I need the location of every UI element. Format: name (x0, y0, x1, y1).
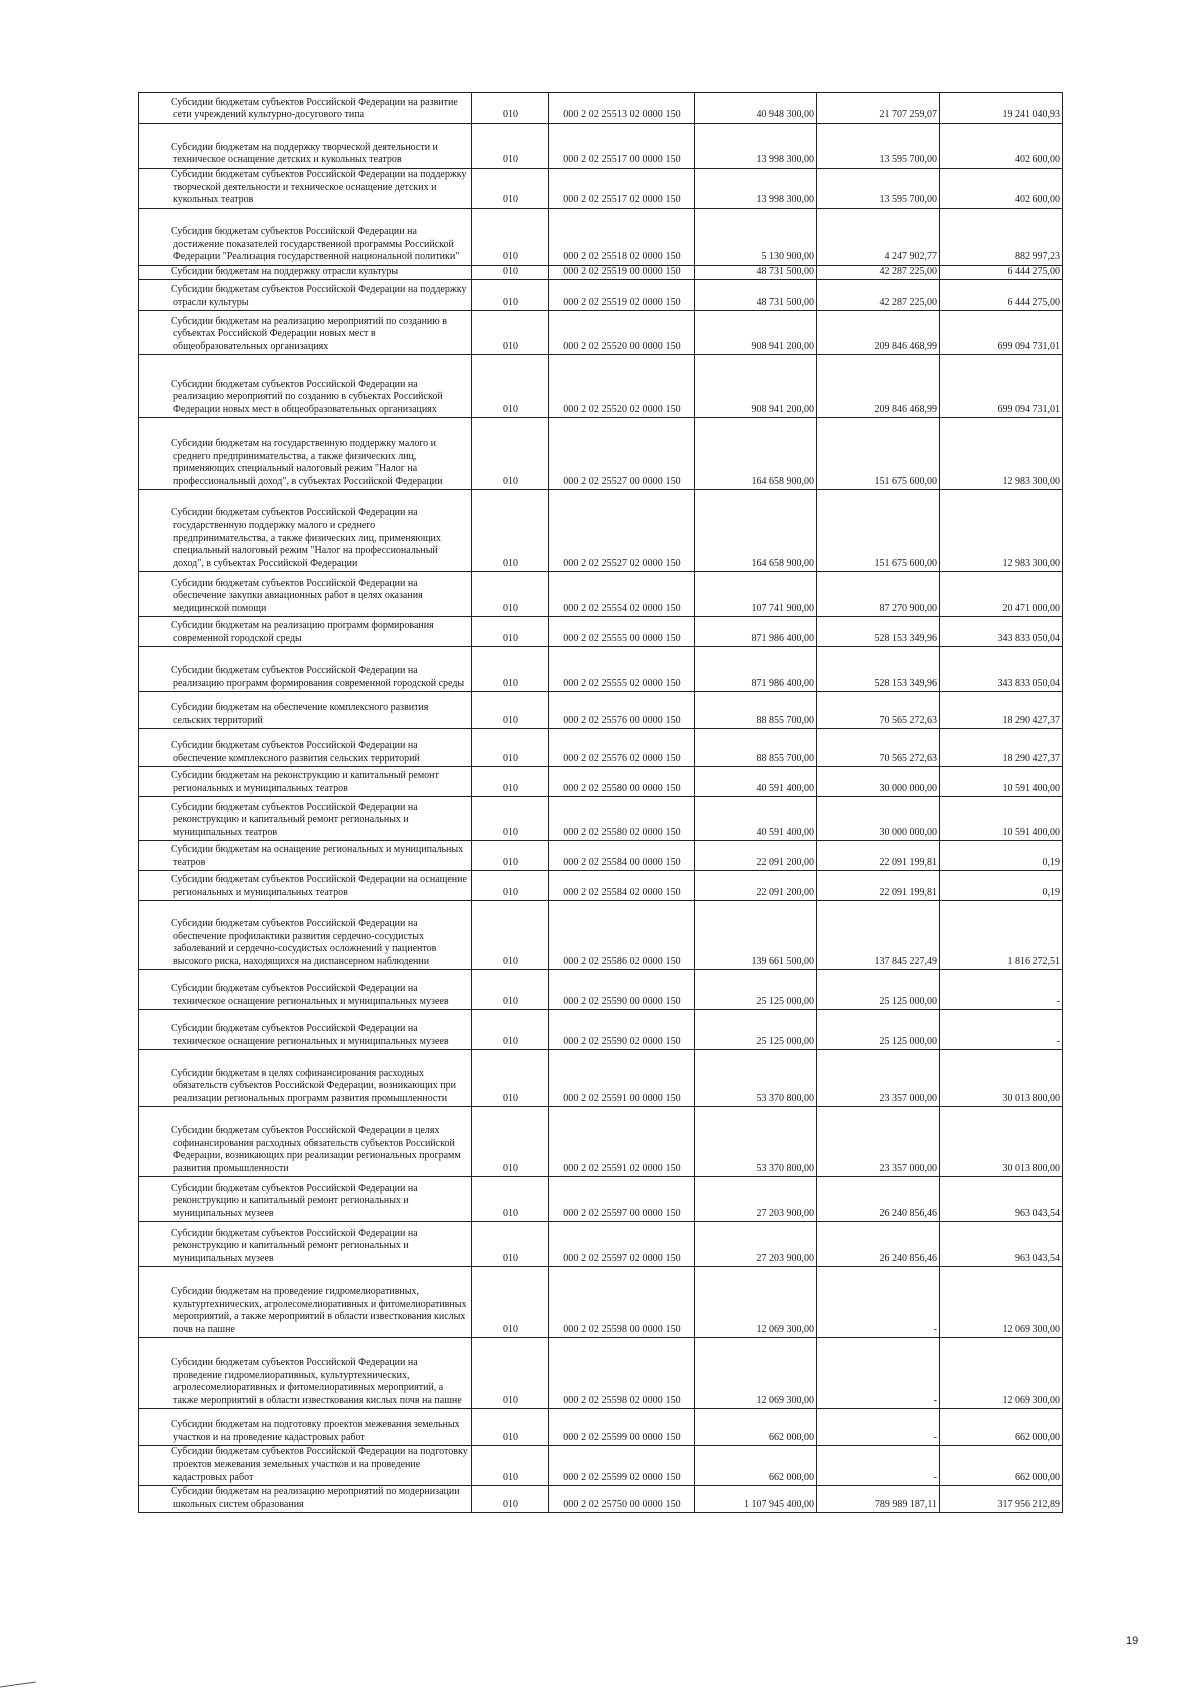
table-row (139, 265, 1063, 280)
row-code-cell: 010 (472, 1338, 549, 1409)
row-unexecuted-cell: 19 241 040,93 (940, 93, 1063, 124)
row-name-cell: Субсидии бюджетам субъектов Российской Федерации в целях софинансирования расходных обязательств субъектов Российской Федерации, возникающих при реализации региональных программ развития промышленности (139, 1107, 472, 1177)
row-code-cell: 010 (472, 767, 549, 797)
row-executed-cell: 42 287 225,00 (817, 265, 940, 280)
table-row (139, 729, 1063, 767)
row-kbk-cell: 000 2 02 25580 00 0000 150 (549, 767, 695, 797)
row-name-cell: Субсидии бюджетам на проведение гидромелиоративных, культуртехнических, агролесомелиоративных и фитомелиоративных мероприятий, а также мероприятий в области известкования кислых почв на пашне (139, 1267, 472, 1338)
row-approved-cell: 27 203 900,00 (695, 1222, 817, 1267)
row-unexecuted-cell: 12 983 300,00 (940, 490, 1063, 572)
row-executed-cell: 209 846 468,99 (817, 311, 940, 355)
table-row (139, 169, 1063, 209)
row-code-cell: 010 (472, 1177, 549, 1222)
row-unexecuted-cell: 10 591 400,00 (940, 797, 1063, 841)
row-name-cell: Субсидия бюджетам субъектов Российской Федерации на достижение показателей государственной программы Российской Федерации "Реализация государственной национальной политики" (139, 208, 472, 265)
budget-revenue-table (138, 92, 1063, 1513)
row-executed-cell: 70 565 272,63 (817, 692, 940, 729)
row-kbk-cell: 000 2 02 25598 02 0000 150 (549, 1338, 695, 1409)
row-unexecuted-cell: 0,19 (940, 841, 1063, 871)
row-code-cell: 010 (472, 1222, 549, 1267)
row-kbk-cell: 000 2 02 25584 02 0000 150 (549, 871, 695, 901)
row-code-cell: 010 (472, 841, 549, 871)
row-kbk-cell: 000 2 02 25591 02 0000 150 (549, 1107, 695, 1177)
row-code-cell: 010 (472, 93, 549, 124)
row-approved-cell: 22 091 200,00 (695, 871, 817, 901)
row-approved-cell: 88 855 700,00 (695, 692, 817, 729)
row-unexecuted-cell: 402 600,00 (940, 124, 1063, 169)
row-code-cell: 010 (472, 692, 549, 729)
row-name-cell: Субсидии бюджетам на реализацию мероприятий по модернизации школьных систем образования (139, 1486, 472, 1513)
row-name-cell: Субсидии бюджетам субъектов Российской Федерации на техническое оснащение региональных и муниципальных музеев (139, 970, 472, 1010)
row-name-cell: Субсидии бюджетам субъектов Российской Федерации на реконструкцию и капитальный ремонт региональных и муниципальных музеев (139, 1177, 472, 1222)
row-executed-cell: - (817, 1446, 940, 1486)
row-unexecuted-cell: 963 043,54 (940, 1222, 1063, 1267)
row-unexecuted-cell: 1 816 272,51 (940, 901, 1063, 970)
row-approved-cell: 22 091 200,00 (695, 841, 817, 871)
row-kbk-cell: 000 2 02 25520 00 0000 150 (549, 311, 695, 355)
row-kbk-cell: 000 2 02 25576 02 0000 150 (549, 729, 695, 767)
row-unexecuted-cell: 343 833 050,04 (940, 647, 1063, 692)
row-unexecuted-cell: 963 043,54 (940, 1177, 1063, 1222)
row-code-cell: 010 (472, 617, 549, 647)
row-unexecuted-cell: 6 444 275,00 (940, 265, 1063, 280)
row-kbk-cell: 000 2 02 25584 00 0000 150 (549, 841, 695, 871)
row-code-cell: 010 (472, 1409, 549, 1446)
table-row (139, 1222, 1063, 1267)
row-unexecuted-cell: 317 956 212,89 (940, 1486, 1063, 1513)
row-kbk-cell: 000 2 02 25513 02 0000 150 (549, 93, 695, 124)
table-row (139, 1177, 1063, 1222)
row-kbk-cell: 000 2 02 25586 02 0000 150 (549, 901, 695, 970)
row-executed-cell: 13 595 700,00 (817, 169, 940, 209)
row-kbk-cell: 000 2 02 25590 00 0000 150 (549, 970, 695, 1010)
row-code-cell: 010 (472, 169, 549, 209)
table-row (139, 93, 1063, 124)
row-approved-cell: 48 731 500,00 (695, 280, 817, 311)
row-code-cell: 010 (472, 1446, 549, 1486)
table-row (139, 767, 1063, 797)
row-unexecuted-cell: 20 471 000,00 (940, 572, 1063, 617)
row-name-cell: Субсидии бюджетам в целях софинансирования расходных обязательств субъектов Российской Федерации, возникающих при реализации региональных программ развития промышленности (139, 1050, 472, 1107)
row-approved-cell: 164 658 900,00 (695, 490, 817, 572)
row-kbk-cell: 000 2 02 25555 00 0000 150 (549, 617, 695, 647)
row-unexecuted-cell: 30 013 800,00 (940, 1107, 1063, 1177)
row-approved-cell: 53 370 800,00 (695, 1107, 817, 1177)
row-approved-cell: 908 941 200,00 (695, 355, 817, 418)
row-kbk-cell: 000 2 02 25598 00 0000 150 (549, 1267, 695, 1338)
table-row (139, 418, 1063, 490)
row-name-cell: Субсидии бюджетам на поддержку отрасли культуры (139, 265, 472, 280)
table-row (139, 692, 1063, 729)
table-row (139, 355, 1063, 418)
row-kbk-cell: 000 2 02 25590 02 0000 150 (549, 1010, 695, 1050)
row-name-cell: Субсидии бюджетам субъектов Российской Федерации на поддержку творческой деятельности и техническое оснащение детских и кукольных театров (139, 169, 472, 209)
row-approved-cell: 164 658 900,00 (695, 418, 817, 490)
row-approved-cell: 40 591 400,00 (695, 797, 817, 841)
row-executed-cell: - (817, 1409, 940, 1446)
row-approved-cell: 662 000,00 (695, 1446, 817, 1486)
row-executed-cell: 21 707 259,07 (817, 93, 940, 124)
row-approved-cell: 13 998 300,00 (695, 124, 817, 169)
row-executed-cell: - (817, 1267, 940, 1338)
row-executed-cell: 151 675 600,00 (817, 490, 940, 572)
row-approved-cell: 27 203 900,00 (695, 1177, 817, 1222)
row-approved-cell: 1 107 945 400,00 (695, 1486, 817, 1513)
row-unexecuted-cell: 18 290 427,37 (940, 729, 1063, 767)
row-executed-cell: 789 989 187,11 (817, 1486, 940, 1513)
row-name-cell: Субсидии бюджетам субъектов Российской Федерации на реконструкцию и капитальный ремонт региональных и муниципальных театров (139, 797, 472, 841)
row-name-cell: Субсидии бюджетам субъектов Российской Федерации на поддержку отрасли культуры (139, 280, 472, 311)
row-executed-cell: 30 000 000,00 (817, 767, 940, 797)
row-name-cell: Субсидии бюджетам субъектов Российской Федерации на обеспечение профилактики развития сердечно-сосудистых заболеваний и сердечно-сосудистых осложнений у пациентов высокого риска, находящихся на диспансерном наблюдении (139, 901, 472, 970)
table-row (139, 970, 1063, 1010)
row-executed-cell: 42 287 225,00 (817, 280, 940, 311)
row-unexecuted-cell: - (940, 1010, 1063, 1050)
row-unexecuted-cell: 0,19 (940, 871, 1063, 901)
row-code-cell: 010 (472, 280, 549, 311)
table-row (139, 1409, 1063, 1446)
row-name-cell: Субсидии бюджетам на реализацию мероприятий по созданию в субъектах Российской Федерации новых мест в общеобразовательных организациях (139, 311, 472, 355)
row-name-cell: Субсидии бюджетам субъектов Российской Федерации на реконструкцию и капитальный ремонт региональных и муниципальных музеев (139, 1222, 472, 1267)
row-code-cell: 010 (472, 871, 549, 901)
row-executed-cell: 26 240 856,46 (817, 1177, 940, 1222)
table-row (139, 617, 1063, 647)
table-row (139, 797, 1063, 841)
row-approved-cell: 12 069 300,00 (695, 1267, 817, 1338)
table-row (139, 572, 1063, 617)
row-code-cell: 010 (472, 1486, 549, 1513)
row-code-cell: 010 (472, 797, 549, 841)
row-approved-cell: 53 370 800,00 (695, 1050, 817, 1107)
row-unexecuted-cell: 699 094 731,01 (940, 311, 1063, 355)
row-kbk-cell: 000 2 02 25555 02 0000 150 (549, 647, 695, 692)
row-executed-cell: 137 845 227,49 (817, 901, 940, 970)
table-row (139, 311, 1063, 355)
row-executed-cell: 209 846 468,99 (817, 355, 940, 418)
row-kbk-cell: 000 2 02 25599 00 0000 150 (549, 1409, 695, 1446)
row-name-cell: Субсидии бюджетам субъектов Российской Федерации на обеспечение комплексного развития сельских территорий (139, 729, 472, 767)
row-kbk-cell: 000 2 02 25517 00 0000 150 (549, 124, 695, 169)
row-name-cell: Субсидии бюджетам субъектов Российской Федерации на обеспечение закупки авиационных работ в целях оказания медицинской помощи (139, 572, 472, 617)
table-row (139, 490, 1063, 572)
row-unexecuted-cell: 882 997,23 (940, 208, 1063, 265)
row-executed-cell: 151 675 600,00 (817, 418, 940, 490)
row-kbk-cell: 000 2 02 25576 00 0000 150 (549, 692, 695, 729)
table-row (139, 1050, 1063, 1107)
table-row (139, 124, 1063, 169)
row-approved-cell: 139 661 500,00 (695, 901, 817, 970)
row-unexecuted-cell: 402 600,00 (940, 169, 1063, 209)
row-kbk-cell: 000 2 02 25554 02 0000 150 (549, 572, 695, 617)
table-row (139, 1010, 1063, 1050)
row-code-cell: 010 (472, 572, 549, 617)
row-unexecuted-cell: 662 000,00 (940, 1409, 1063, 1446)
row-executed-cell: 25 125 000,00 (817, 1010, 940, 1050)
row-approved-cell: 13 998 300,00 (695, 169, 817, 209)
row-name-cell: Субсидии бюджетам субъектов Российской Федерации на оснащение региональных и муниципальных театров (139, 871, 472, 901)
row-kbk-cell: 000 2 02 25527 00 0000 150 (549, 418, 695, 490)
row-kbk-cell: 000 2 02 25519 02 0000 150 (549, 280, 695, 311)
row-unexecuted-cell: 12 069 300,00 (940, 1338, 1063, 1409)
row-approved-cell: 48 731 500,00 (695, 265, 817, 280)
row-name-cell: Субсидии бюджетам на оснащение региональных и муниципальных театров (139, 841, 472, 871)
row-kbk-cell: 000 2 02 25580 02 0000 150 (549, 797, 695, 841)
table-row (139, 1446, 1063, 1486)
row-code-cell: 010 (472, 124, 549, 169)
row-executed-cell: 528 153 349,96 (817, 617, 940, 647)
table-row (139, 1486, 1063, 1513)
row-executed-cell: 30 000 000,00 (817, 797, 940, 841)
row-executed-cell: 4 247 902,77 (817, 208, 940, 265)
row-approved-cell: 107 741 900,00 (695, 572, 817, 617)
row-approved-cell: 40 591 400,00 (695, 767, 817, 797)
row-executed-cell: 70 565 272,63 (817, 729, 940, 767)
row-unexecuted-cell: 12 069 300,00 (940, 1267, 1063, 1338)
row-code-cell: 010 (472, 418, 549, 490)
table-row (139, 208, 1063, 265)
table-body (139, 93, 1063, 1513)
row-code-cell: 010 (472, 729, 549, 767)
row-approved-cell: 871 986 400,00 (695, 617, 817, 647)
row-kbk-cell: 000 2 02 25597 00 0000 150 (549, 1177, 695, 1222)
row-unexecuted-cell: 699 094 731,01 (940, 355, 1063, 418)
row-name-cell: Субсидии бюджетам на поддержку творческой деятельности и техническое оснащение детских и кукольных театров (139, 124, 472, 169)
row-unexecuted-cell: 12 983 300,00 (940, 418, 1063, 490)
row-executed-cell: 22 091 199,81 (817, 841, 940, 871)
row-kbk-cell: 000 2 02 25750 00 0000 150 (549, 1486, 695, 1513)
row-code-cell: 010 (472, 901, 549, 970)
row-name-cell: Субсидии бюджетам субъектов Российской Федерации на реализацию программ формирования современной городской среды (139, 647, 472, 692)
row-name-cell: Субсидии бюджетам на обеспечение комплексного развития сельских территорий (139, 692, 472, 729)
row-kbk-cell: 000 2 02 25519 00 0000 150 (549, 265, 695, 280)
table-row (139, 841, 1063, 871)
row-name-cell: Субсидии бюджетам на реконструкцию и капитальный ремонт региональных и муниципальных театров (139, 767, 472, 797)
row-kbk-cell: 000 2 02 25520 02 0000 150 (549, 355, 695, 418)
row-executed-cell: 528 153 349,96 (817, 647, 940, 692)
row-kbk-cell: 000 2 02 25527 02 0000 150 (549, 490, 695, 572)
scan-mark (0, 1682, 36, 1690)
row-kbk-cell: 000 2 02 25597 02 0000 150 (549, 1222, 695, 1267)
table-row (139, 647, 1063, 692)
row-approved-cell: 908 941 200,00 (695, 311, 817, 355)
row-unexecuted-cell: 662 000,00 (940, 1446, 1063, 1486)
row-approved-cell: 662 000,00 (695, 1409, 817, 1446)
row-unexecuted-cell: 30 013 800,00 (940, 1050, 1063, 1107)
row-code-cell: 010 (472, 647, 549, 692)
row-code-cell: 010 (472, 208, 549, 265)
row-executed-cell: 25 125 000,00 (817, 970, 940, 1010)
row-code-cell: 010 (472, 970, 549, 1010)
row-unexecuted-cell: 10 591 400,00 (940, 767, 1063, 797)
row-executed-cell: 23 357 000,00 (817, 1107, 940, 1177)
row-code-cell: 010 (472, 265, 549, 280)
row-code-cell: 010 (472, 1267, 549, 1338)
row-name-cell: Субсидии бюджетам на подготовку проектов межевания земельных участков и на проведение кадастровых работ (139, 1409, 472, 1446)
row-code-cell: 010 (472, 1050, 549, 1107)
table-row (139, 871, 1063, 901)
row-unexecuted-cell: 343 833 050,04 (940, 617, 1063, 647)
page-number: 19 (1126, 1635, 1139, 1647)
row-code-cell: 010 (472, 355, 549, 418)
row-name-cell: Субсидии бюджетам субъектов Российской Федерации на техническое оснащение региональных и муниципальных музеев (139, 1010, 472, 1050)
table-row (139, 280, 1063, 311)
row-executed-cell: 22 091 199,81 (817, 871, 940, 901)
row-name-cell: Субсидии бюджетам на государственную поддержку малого и среднего предпринимательства, а также физических лиц, применяющих специальный налоговый режим "Налог на профессиональный доход", в субъектах Российской Федерации (139, 418, 472, 490)
row-unexecuted-cell: 18 290 427,37 (940, 692, 1063, 729)
row-executed-cell: - (817, 1338, 940, 1409)
row-approved-cell: 5 130 900,00 (695, 208, 817, 265)
row-code-cell: 010 (472, 1107, 549, 1177)
row-executed-cell: 87 270 900,00 (817, 572, 940, 617)
row-executed-cell: 13 595 700,00 (817, 124, 940, 169)
row-approved-cell: 871 986 400,00 (695, 647, 817, 692)
row-unexecuted-cell: 6 444 275,00 (940, 280, 1063, 311)
row-executed-cell: 23 357 000,00 (817, 1050, 940, 1107)
table-row (139, 1107, 1063, 1177)
row-code-cell: 010 (472, 490, 549, 572)
row-approved-cell: 40 948 300,00 (695, 93, 817, 124)
row-approved-cell: 88 855 700,00 (695, 729, 817, 767)
row-name-cell: Субсидии бюджетам субъектов Российской Федерации на государственную поддержку малого и среднего предпринимательства, а также физических лиц, применяющих специальный налоговый режим "Налог на профессиональный доход", в субъектах Российской Федерации (139, 490, 472, 572)
row-executed-cell: 26 240 856,46 (817, 1222, 940, 1267)
row-approved-cell: 25 125 000,00 (695, 970, 817, 1010)
row-name-cell: Субсидии бюджетам субъектов Российской Федерации на проведение гидромелиоративных, культуртехнических, агролесомелиоративных и фитомелиоративных мероприятий, а также мероприятий в области известкования кислых почв на пашне (139, 1338, 472, 1409)
row-kbk-cell: 000 2 02 25591 00 0000 150 (549, 1050, 695, 1107)
row-kbk-cell: 000 2 02 25518 02 0000 150 (549, 208, 695, 265)
row-code-cell: 010 (472, 311, 549, 355)
row-approved-cell: 12 069 300,00 (695, 1338, 817, 1409)
row-unexecuted-cell: - (940, 970, 1063, 1010)
row-name-cell: Субсидии бюджетам субъектов Российской Федерации на реализацию мероприятий по созданию в субъектах Российской Федерации новых мест в общеобразовательных организациях (139, 355, 472, 418)
table-row (139, 1267, 1063, 1338)
row-name-cell: Субсидии бюджетам на реализацию программ формирования современной городской среды (139, 617, 472, 647)
row-name-cell: Субсидии бюджетам субъектов Российской Федерации на развитие сети учреждений культурно-досугового типа (139, 93, 472, 124)
row-kbk-cell: 000 2 02 25517 02 0000 150 (549, 169, 695, 209)
row-kbk-cell: 000 2 02 25599 02 0000 150 (549, 1446, 695, 1486)
row-code-cell: 010 (472, 1010, 549, 1050)
table-row (139, 901, 1063, 970)
row-name-cell: Субсидии бюджетам субъектов Российской Федерации на подготовку проектов межевания земельных участков и на проведение кадастровых работ (139, 1446, 472, 1486)
table-row (139, 1338, 1063, 1409)
row-approved-cell: 25 125 000,00 (695, 1010, 817, 1050)
